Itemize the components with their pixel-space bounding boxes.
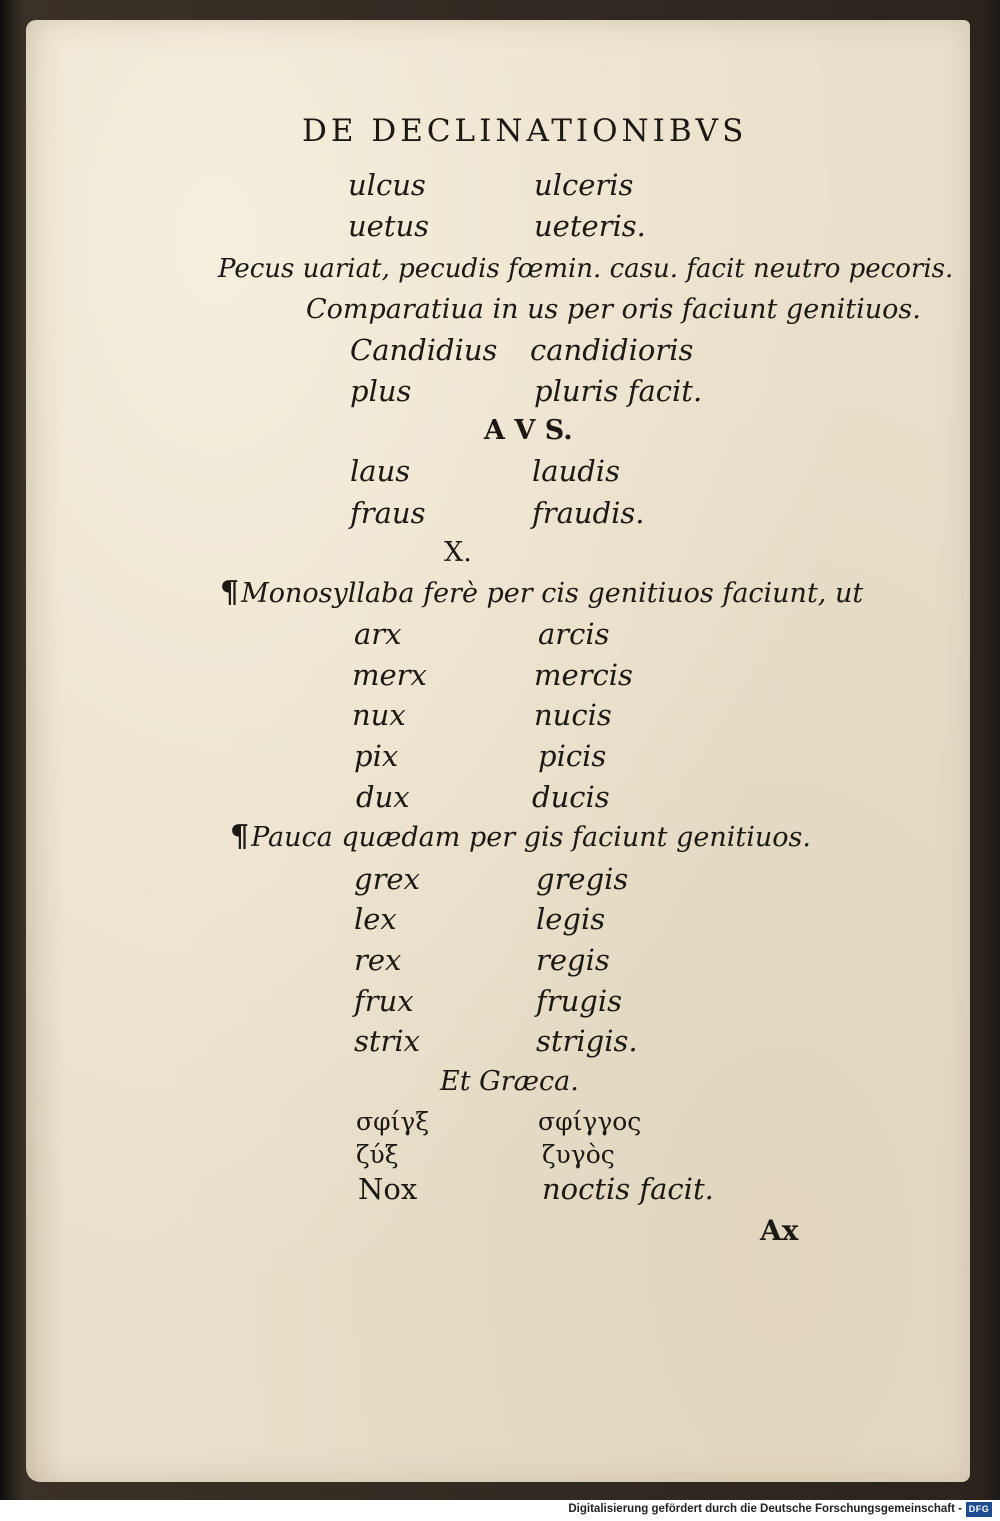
rule-line: Comparatiua in us per oris faciunt genitiuos. [306,294,921,325]
greek-word-right: σφίγγος [538,1107,642,1136]
word-left: Candidius [350,333,498,367]
word-right: nucis [534,698,612,732]
word-left: frux [354,984,414,1018]
word-left: ulcus [348,168,426,202]
word-right: candidioris [530,333,694,367]
word-right: ulceris [534,168,634,202]
word-right: strigis. [536,1024,638,1058]
footer-bar [0,1500,1000,1521]
word-right: ueteris. [534,209,646,243]
running-head: DE DECLINATIONIBVS [302,113,748,149]
word-left: pix [354,739,399,773]
word-left: Nox [358,1172,418,1206]
word-left: rex [354,943,402,977]
rule-line: Pecus uariat, pecudis fœmin. casu. facit neutro pecoris. [218,254,954,284]
word-right: arcis [538,617,610,651]
pilcrow-mark: ¶ [220,575,240,610]
word-left: arx [354,617,402,651]
rule-text: Monosyllaba ferè per cis genitiuos faciunt, ut [241,578,864,609]
word-left: lex [354,902,397,936]
book-page [26,20,970,1482]
greek-word-left: ζύξ [356,1140,399,1169]
pilcrow-mark: ¶ [230,819,250,854]
word-left: uetus [348,209,430,243]
word-right: regis [536,943,610,977]
word-left: grex [354,862,420,896]
section-heading: Et Græca. [440,1066,579,1097]
rule-line [220,576,863,611]
word-right: pluris facit. [534,374,703,408]
word-left: strix [354,1024,421,1058]
word-right: frugis [536,984,622,1018]
section-heading: X. [444,537,472,568]
word-left: fraus [350,496,426,530]
word-right: fraudis. [532,496,645,530]
greek-word-right: ζυγὸς [542,1140,615,1169]
word-left: laus [350,454,411,488]
word-left: merx [352,658,427,692]
word-right: ducis [532,780,610,814]
word-right: laudis [532,454,620,488]
word-left: nux [352,698,406,732]
dfg-logo: DFG [966,1502,992,1517]
word-left: dux [356,780,410,814]
word-left: plus [350,374,412,408]
word-right: legis [536,902,606,936]
section-heading: A V S. [484,415,573,446]
word-right: picis [538,739,607,773]
rule-line [230,820,811,855]
word-right: mercis [534,658,633,692]
word-right: gregis [536,862,629,896]
greek-word-left: σφίγξ [356,1107,430,1136]
funding-credit: Digitalisierung gefördert durch die Deutsche Forschungsgemeinschaft - [568,1503,962,1515]
catchword: Ax [760,1214,799,1247]
word-right: noctis facit. [542,1172,714,1206]
rule-text: Pauca quædam per gis faciunt genitiuos. [251,822,811,853]
